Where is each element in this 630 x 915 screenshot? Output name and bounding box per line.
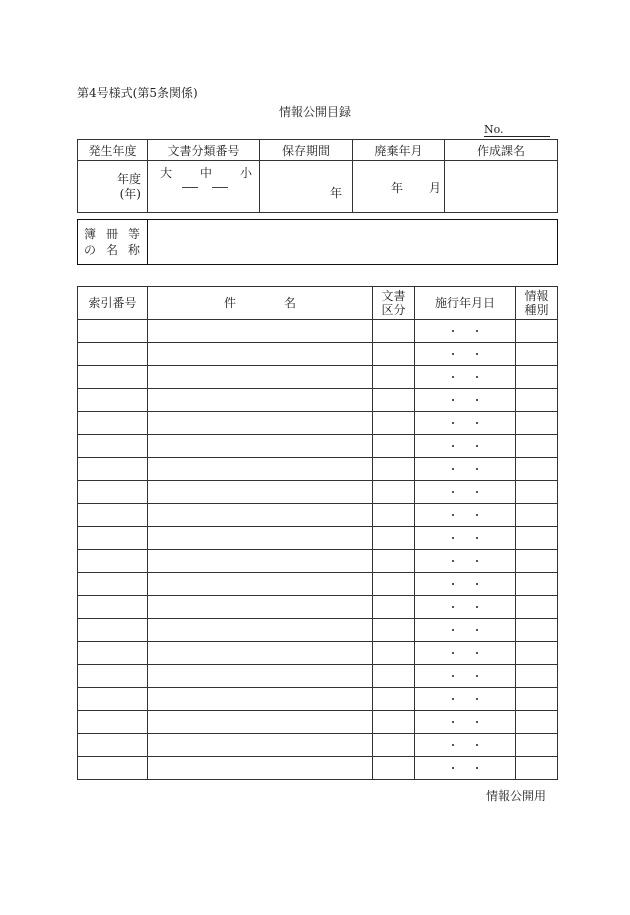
enforcement-date-cell[interactable]: [415, 711, 516, 734]
info-type-cell[interactable]: [516, 343, 558, 366]
date-separator-dot: ・: [471, 348, 483, 361]
subject-cell[interactable]: [148, 481, 373, 504]
subject-cell[interactable]: [148, 435, 373, 458]
document-type-cell[interactable]: [373, 619, 415, 642]
document-type-cell[interactable]: [373, 757, 415, 780]
enforcement-date-cell[interactable]: [415, 573, 516, 596]
document-type-cell[interactable]: [373, 389, 415, 412]
index-number-cell[interactable]: [78, 734, 148, 757]
enforcement-date-cell[interactable]: [415, 527, 516, 550]
enforcement-date-cell[interactable]: [415, 665, 516, 688]
name-label-char: 簿: [84, 227, 97, 241]
subject-cell[interactable]: [148, 573, 373, 596]
date-separator-dot: ・: [447, 325, 459, 338]
index-number-cell[interactable]: [78, 435, 148, 458]
header-year-of-issue: 発生年度: [78, 140, 148, 161]
date-separator-dot: ・: [447, 417, 459, 430]
date-separator-dot: ・: [471, 739, 483, 752]
table-row: [78, 550, 558, 573]
doc-type-line-1: 文書: [381, 289, 406, 303]
enforcement-date-cell[interactable]: [415, 435, 516, 458]
date-separator-dot: ・: [471, 486, 483, 499]
subject-cell[interactable]: [148, 734, 373, 757]
name-label-char: 冊: [105, 227, 118, 241]
number-label: No.: [484, 123, 504, 136]
date-separator-dot: ・: [447, 716, 459, 729]
header-classification-number: 文書分類番号: [148, 140, 260, 161]
table-row: [78, 527, 558, 550]
creating-section-cell[interactable]: [445, 161, 558, 213]
date-separator-dot: ・: [471, 716, 483, 729]
index-number-cell[interactable]: [78, 504, 148, 527]
info-type-cell[interactable]: [516, 366, 558, 389]
date-separator-dot: ・: [447, 463, 459, 476]
index-number-cell[interactable]: [78, 550, 148, 573]
table-row: [78, 343, 558, 366]
document-list-table: [77, 286, 558, 780]
info-type-cell[interactable]: [516, 573, 558, 596]
date-separator-dot: ・: [471, 762, 483, 775]
date-separator-dot: ・: [471, 670, 483, 683]
disposal-month-suffix: 月: [429, 181, 442, 195]
date-separator-dot: ・: [447, 509, 459, 522]
date-separator-dot: ・: [447, 693, 459, 706]
info-type-cell[interactable]: [516, 642, 558, 665]
register-name-field[interactable]: [148, 220, 558, 265]
date-separator-dot: ・: [471, 325, 483, 338]
subject-cell[interactable]: [148, 412, 373, 435]
enforcement-date-cell[interactable]: [415, 757, 516, 780]
table-row: [78, 435, 558, 458]
info-type-cell[interactable]: [516, 688, 558, 711]
name-label-char: 称: [127, 243, 140, 257]
register-name-label: [78, 220, 148, 265]
subject-cell[interactable]: [148, 389, 373, 412]
form-number-label: 第4号様式(第5条関係): [77, 86, 198, 100]
enforcement-date-cell[interactable]: [415, 688, 516, 711]
index-number-cell[interactable]: [78, 596, 148, 619]
index-number-cell[interactable]: [78, 527, 148, 550]
col-header-index-number: 索引番号: [78, 287, 148, 320]
retention-suffix: 年: [329, 186, 342, 200]
date-separator-dot: ・: [471, 624, 483, 637]
date-separator-dot: ・: [471, 371, 483, 384]
enforcement-date-cell[interactable]: [415, 458, 516, 481]
info-type-cell[interactable]: [516, 481, 558, 504]
table-row: [78, 596, 558, 619]
date-separator-dot: ・: [471, 693, 483, 706]
date-separator-dot: ・: [471, 394, 483, 407]
index-number-cell[interactable]: [78, 688, 148, 711]
header-disposal-date: 廃棄年月: [353, 140, 445, 161]
document-type-cell[interactable]: [373, 550, 415, 573]
subject-cell[interactable]: [148, 642, 373, 665]
subject-cell[interactable]: [148, 550, 373, 573]
header-retention-period: 保存期間: [260, 140, 353, 161]
subject-cell[interactable]: [148, 619, 373, 642]
index-number-cell[interactable]: [78, 481, 148, 504]
info-type-cell[interactable]: [516, 619, 558, 642]
index-number-cell[interactable]: [78, 573, 148, 596]
date-separator-dot: ・: [447, 624, 459, 637]
info-type-line-1: 情報: [524, 289, 549, 303]
document-type-cell[interactable]: [373, 642, 415, 665]
classification-number-cell[interactable]: [148, 161, 260, 213]
subject-cell[interactable]: [148, 343, 373, 366]
date-separator-dot: ・: [471, 463, 483, 476]
info-type-cell[interactable]: [516, 504, 558, 527]
info-type-line-2: 種別: [524, 303, 549, 317]
document-type-cell[interactable]: [373, 504, 415, 527]
document-type-cell[interactable]: [373, 527, 415, 550]
document-type-cell[interactable]: [373, 320, 415, 343]
document-type-cell[interactable]: [373, 734, 415, 757]
table-row: [78, 366, 558, 389]
enforcement-date-cell[interactable]: [415, 550, 516, 573]
name-label-char: 名: [105, 243, 118, 257]
table-row: [78, 734, 558, 757]
disposal-date-cell[interactable]: [353, 161, 445, 213]
info-type-cell[interactable]: [516, 596, 558, 619]
enforcement-date-cell[interactable]: [415, 343, 516, 366]
table-row: [78, 389, 558, 412]
disposal-year-suffix: 年: [391, 181, 404, 195]
document-type-cell[interactable]: [373, 481, 415, 504]
document-type-cell[interactable]: [373, 711, 415, 734]
year-label: 年度: [116, 171, 141, 186]
table-row: [78, 665, 558, 688]
date-separator-dot: ・: [447, 762, 459, 775]
date-separator-dot: ・: [447, 394, 459, 407]
document-type-cell[interactable]: [373, 665, 415, 688]
col-header-document-type: [373, 287, 415, 320]
enforcement-date-cell[interactable]: [415, 642, 516, 665]
table-row: [78, 320, 558, 343]
date-separator-dot: ・: [447, 371, 459, 384]
date-separator-dot: ・: [447, 670, 459, 683]
date-separator-dot: ・: [447, 601, 459, 614]
document-title: 情報公開目録: [278, 105, 351, 119]
info-type-cell[interactable]: [516, 412, 558, 435]
class-mid-label: 中: [199, 166, 212, 180]
number-field[interactable]: [484, 124, 550, 137]
subject-cell[interactable]: [148, 665, 373, 688]
enforcement-date-cell[interactable]: [415, 389, 516, 412]
date-separator-dot: ・: [471, 440, 483, 453]
subject-cell[interactable]: [148, 366, 373, 389]
document-type-cell[interactable]: [373, 412, 415, 435]
document-type-cell[interactable]: [373, 688, 415, 711]
subject-cell[interactable]: [148, 711, 373, 734]
enforcement-date-cell[interactable]: [415, 619, 516, 642]
index-number-cell[interactable]: [78, 757, 148, 780]
date-separator-dot: ・: [471, 417, 483, 430]
date-separator-dot: ・: [447, 647, 459, 660]
enforcement-date-cell[interactable]: [415, 481, 516, 504]
enforcement-date-cell[interactable]: [415, 412, 516, 435]
index-number-cell[interactable]: [78, 642, 148, 665]
subject-cell[interactable]: [148, 504, 373, 527]
info-type-cell[interactable]: [516, 389, 558, 412]
index-number-cell[interactable]: [78, 412, 148, 435]
col-header-subject: 件 名: [148, 287, 373, 320]
document-type-cell[interactable]: [373, 458, 415, 481]
enforcement-date-cell[interactable]: [415, 734, 516, 757]
info-type-cell[interactable]: [516, 711, 558, 734]
table-row: [78, 619, 558, 642]
date-separator-dot: ・: [471, 578, 483, 591]
date-separator-dot: ・: [447, 739, 459, 752]
subject-cell[interactable]: [148, 596, 373, 619]
date-separator-dot: ・: [447, 348, 459, 361]
class-separator-1: [182, 187, 198, 188]
table-row: [78, 481, 558, 504]
subject-cell[interactable]: [148, 527, 373, 550]
table-row: [78, 757, 558, 780]
class-large-label: 大: [160, 166, 173, 180]
table-row: [78, 711, 558, 734]
header-creating-section: 作成課名: [445, 140, 558, 161]
col-header-enforcement-date: 施行年月日: [415, 287, 516, 320]
subject-cell[interactable]: [148, 688, 373, 711]
info-type-cell[interactable]: [516, 757, 558, 780]
enforcement-date-cell[interactable]: [415, 366, 516, 389]
register-name-box: [77, 219, 558, 265]
document-type-cell[interactable]: [373, 573, 415, 596]
date-separator-dot: ・: [447, 532, 459, 545]
table-row: [78, 642, 558, 665]
table-row: [78, 412, 558, 435]
subject-cell[interactable]: [148, 458, 373, 481]
retention-period-cell[interactable]: [260, 161, 353, 213]
date-separator-dot: ・: [471, 647, 483, 660]
col-header-info-type: [516, 287, 558, 320]
year-paren-label: (年): [119, 186, 141, 201]
index-number-cell[interactable]: [78, 665, 148, 688]
index-number-cell[interactable]: [78, 711, 148, 734]
year-of-issue-cell[interactable]: [78, 161, 148, 213]
date-separator-dot: ・: [471, 555, 483, 568]
index-number-cell[interactable]: [78, 389, 148, 412]
date-separator-dot: ・: [471, 532, 483, 545]
info-type-cell[interactable]: [516, 320, 558, 343]
date-separator-dot: ・: [447, 440, 459, 453]
table-row: [78, 573, 558, 596]
info-type-cell[interactable]: [516, 665, 558, 688]
info-type-cell[interactable]: [516, 550, 558, 573]
date-separator-dot: ・: [447, 555, 459, 568]
table-row: [78, 458, 558, 481]
date-separator-dot: ・: [447, 486, 459, 499]
index-number-cell[interactable]: [78, 320, 148, 343]
info-type-cell[interactable]: [516, 527, 558, 550]
index-number-cell[interactable]: [78, 619, 148, 642]
index-number-cell[interactable]: [78, 366, 148, 389]
info-type-cell[interactable]: [516, 458, 558, 481]
date-separator-dot: ・: [471, 509, 483, 522]
date-separator-dot: ・: [471, 601, 483, 614]
subject-cell[interactable]: [148, 320, 373, 343]
document-type-cell[interactable]: [373, 596, 415, 619]
catalog-header-table: [77, 139, 558, 213]
info-type-cell[interactable]: [516, 435, 558, 458]
footer-usage-label: 情報公開用: [486, 789, 547, 803]
enforcement-date-cell[interactable]: [415, 504, 516, 527]
table-row: [78, 688, 558, 711]
enforcement-date-cell[interactable]: [415, 596, 516, 619]
doc-type-line-2: 区分: [381, 303, 406, 317]
index-number-cell[interactable]: [78, 458, 148, 481]
subject-cell[interactable]: [148, 757, 373, 780]
enforcement-date-cell[interactable]: [415, 320, 516, 343]
name-label-char: の: [84, 243, 97, 257]
info-type-cell[interactable]: [516, 734, 558, 757]
class-separator-2: [212, 187, 228, 188]
class-small-label: 小: [239, 166, 252, 180]
date-separator-dot: ・: [447, 578, 459, 591]
name-label-char: 等: [127, 227, 140, 241]
index-number-cell[interactable]: [78, 343, 148, 366]
document-type-cell[interactable]: [373, 435, 415, 458]
document-type-cell[interactable]: [373, 366, 415, 389]
document-type-cell[interactable]: [373, 343, 415, 366]
table-row: [78, 504, 558, 527]
